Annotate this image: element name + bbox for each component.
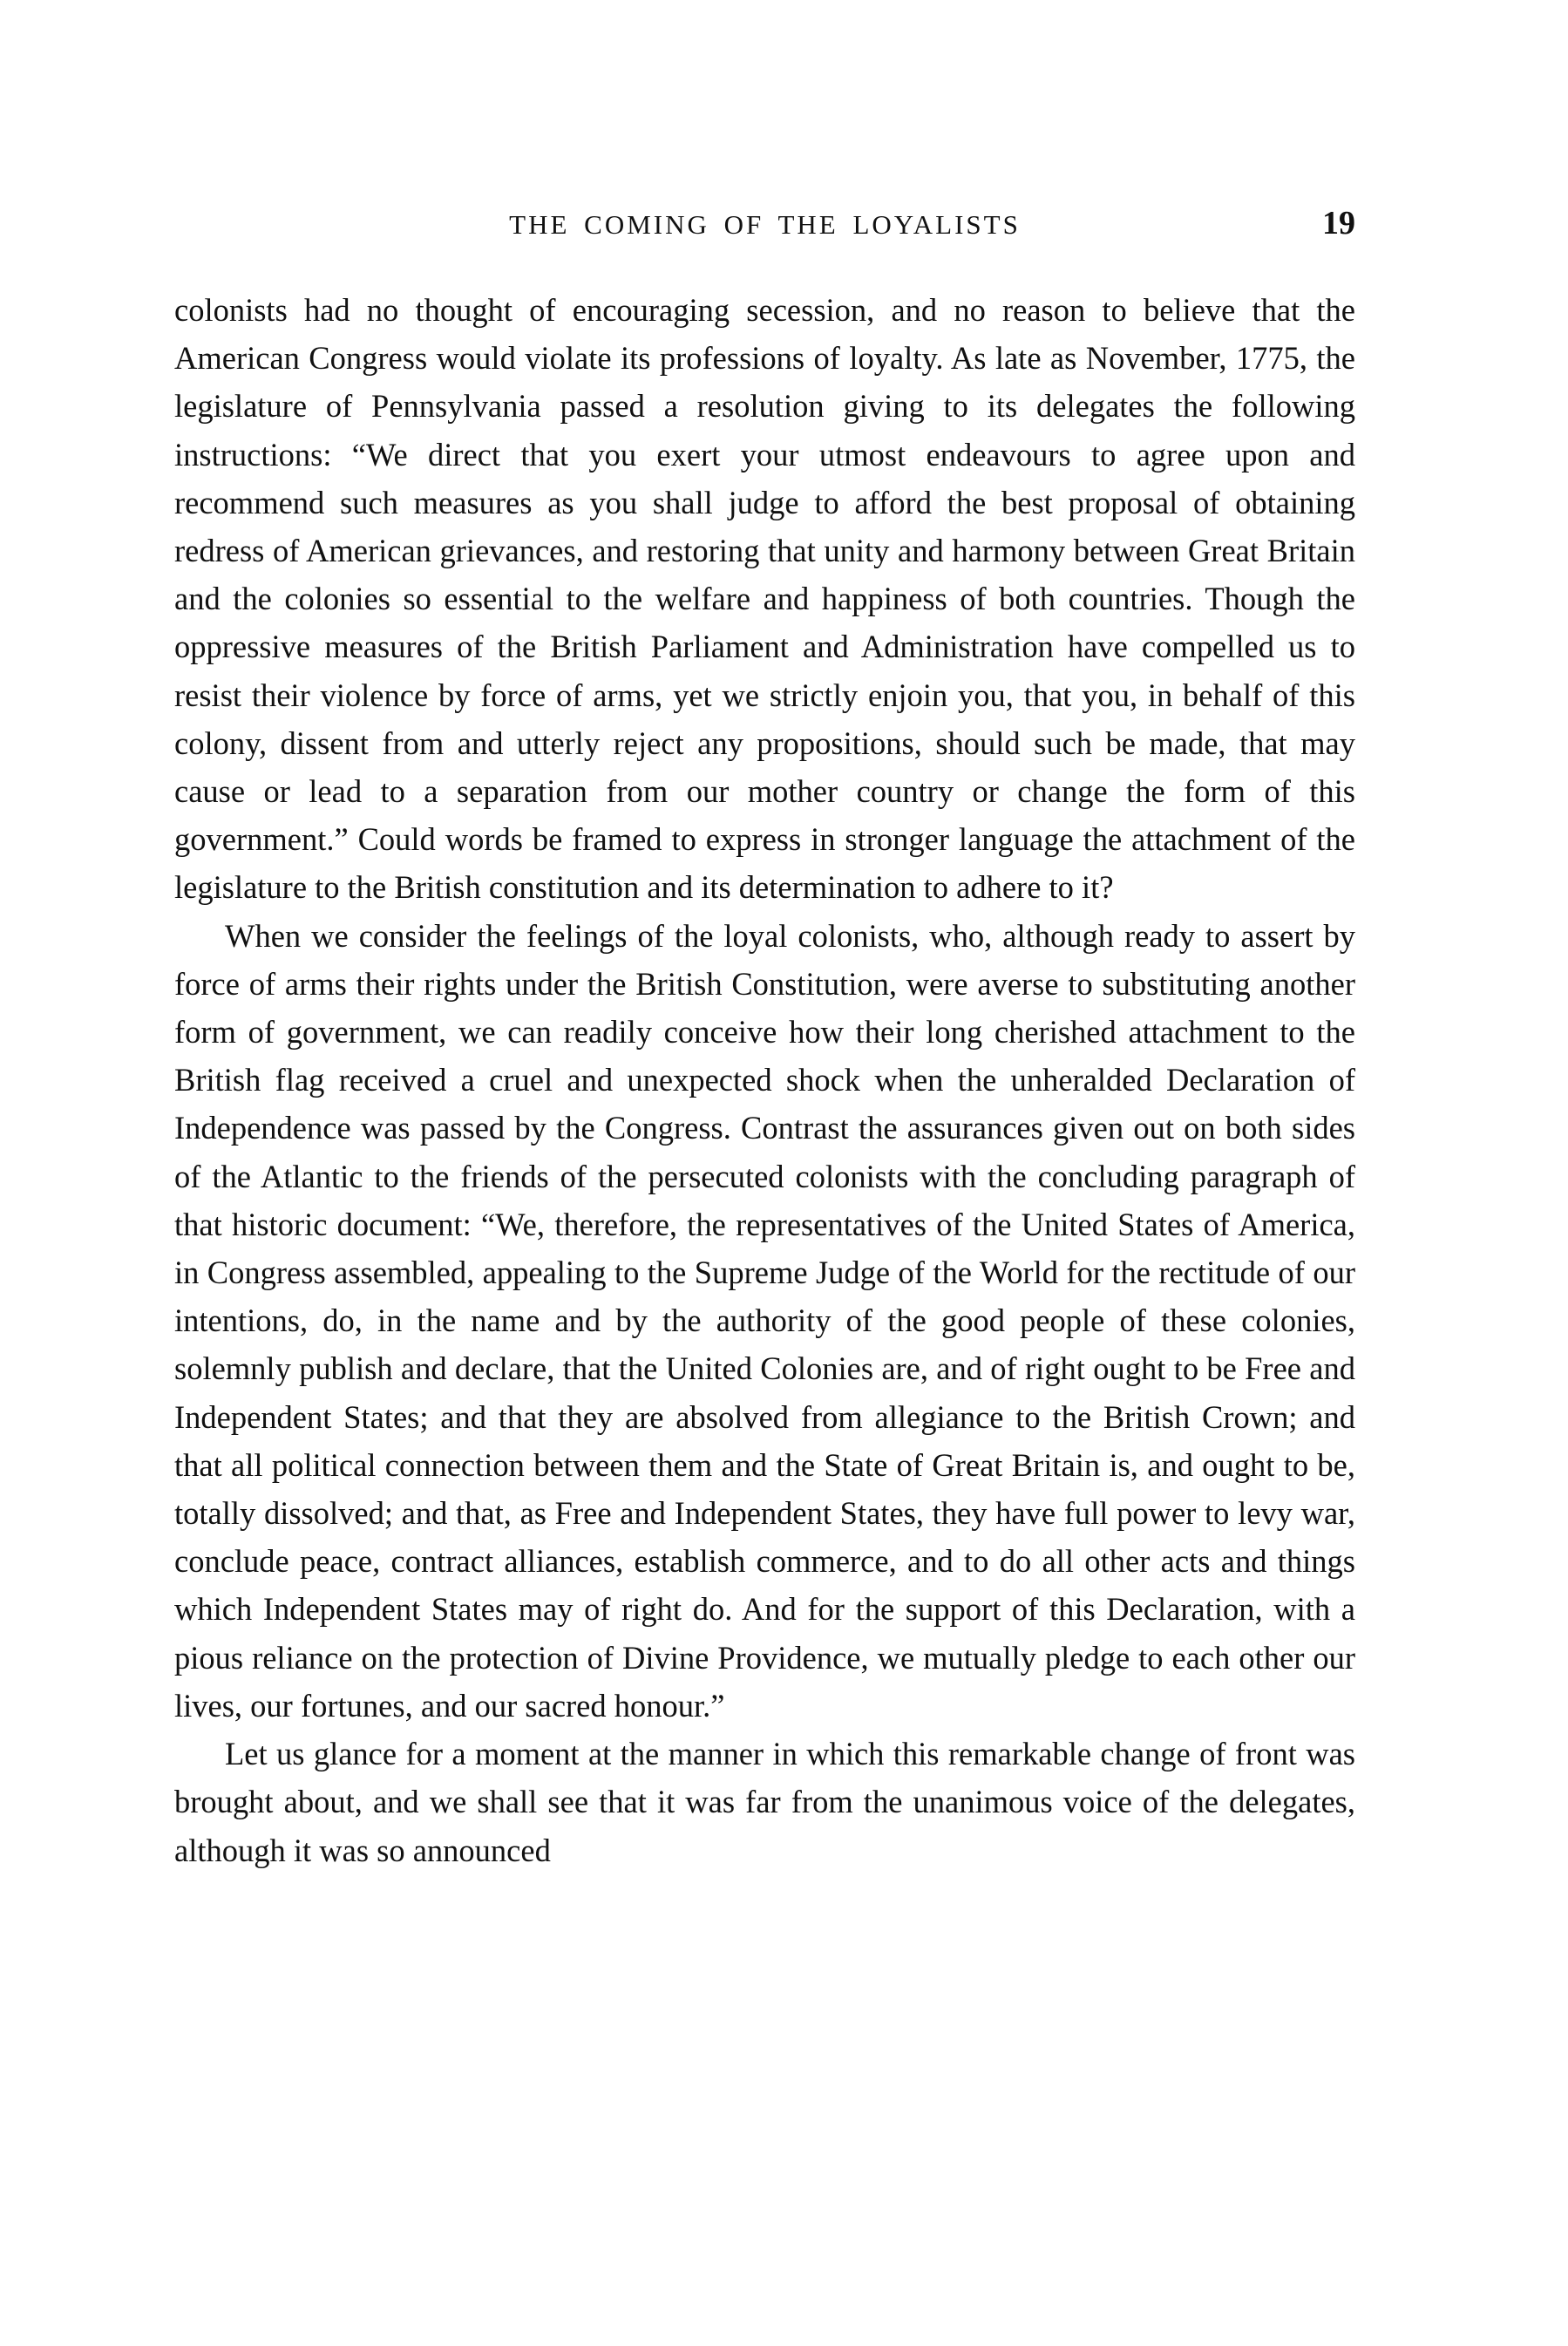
page-number: 19: [1322, 205, 1355, 241]
book-page: [174, 205, 1355, 1874]
running-title: THE COMING OF THE LOYALISTS: [509, 209, 1021, 240]
paragraph-2: When we consider the feelings of the loyal colonists, who, although ready to assert by force of arms their rights under the British Constitution, were averse to substituting another form of government, we can readily conceive how their long cherished attachment to the British flag received a cruel and unexpected shock when the unheralded Declaration of Independence was passed by the Congress. Contrast the assurances given out on both sides of the Atlantic to the friends of the persecuted colonists with the concluding paragraph of that historic document: “We, therefore, the representatives of the United States of America, in Congress assembled, appealing to the Supreme Judge of the World for the rectitude of our intentions, do, in the name and by the authority of the good people of these colonies, solemnly publish and declare, that the United Colonies are, and of right ought to be Free and Independent States; and that they are absolved from allegiance to the British Crown; and that all political connection between them and the State of Great Britain is, and ought to be, totally dissolved; and that, as Free and Independent States, they have full power to levy war, conclude peace, contract alliances, establish commerce, and to do all other acts and things which Independent States may of right do. And for the support of this Declaration, with a pious reliance on the protection of Divine Providence, we mutually pledge to each other our lives, our fortunes, and our sacred honour.”: [174, 917, 1355, 1724]
running-head: [174, 205, 1355, 253]
paragraph-1: colonists had no thought of encouraging secession, and no reason to believe that the American Congress would violate its professions of loyalty. As late as November, 1775, the legislature of Pennsylvania passed a resolution giving to its delegates the following instructions: “We direct that you exert your utmost endeavours to agree upon and recommend such measures as you shall judge to afford the best proposal of obtaining redress of American grievances, and restoring that unity and harmony between Great Britain and the colonies so essential to the welfare and happiness of both countries. Though the oppressive measures of the British Parliament and Administration have compelled us to resist their violence by force of arms, yet we strictly enjoin you, that you, in behalf of this colony, dissent from and utterly reject any propositions, should such be made, that may cause or lead to a separation from our mother country or change the form of this government.” Could words be framed to express in stronger language the attachment of the legislature to the British constitution and its determination to adhere to it?: [174, 292, 1355, 906]
paragraph-3: Let us glance for a moment at the manner in which this remarkable change of front was brought about, and we shall see that it was far from the unanimous voice of the delegates, although it was so announced: [174, 1736, 1355, 1868]
body-text: [174, 286, 1355, 1874]
